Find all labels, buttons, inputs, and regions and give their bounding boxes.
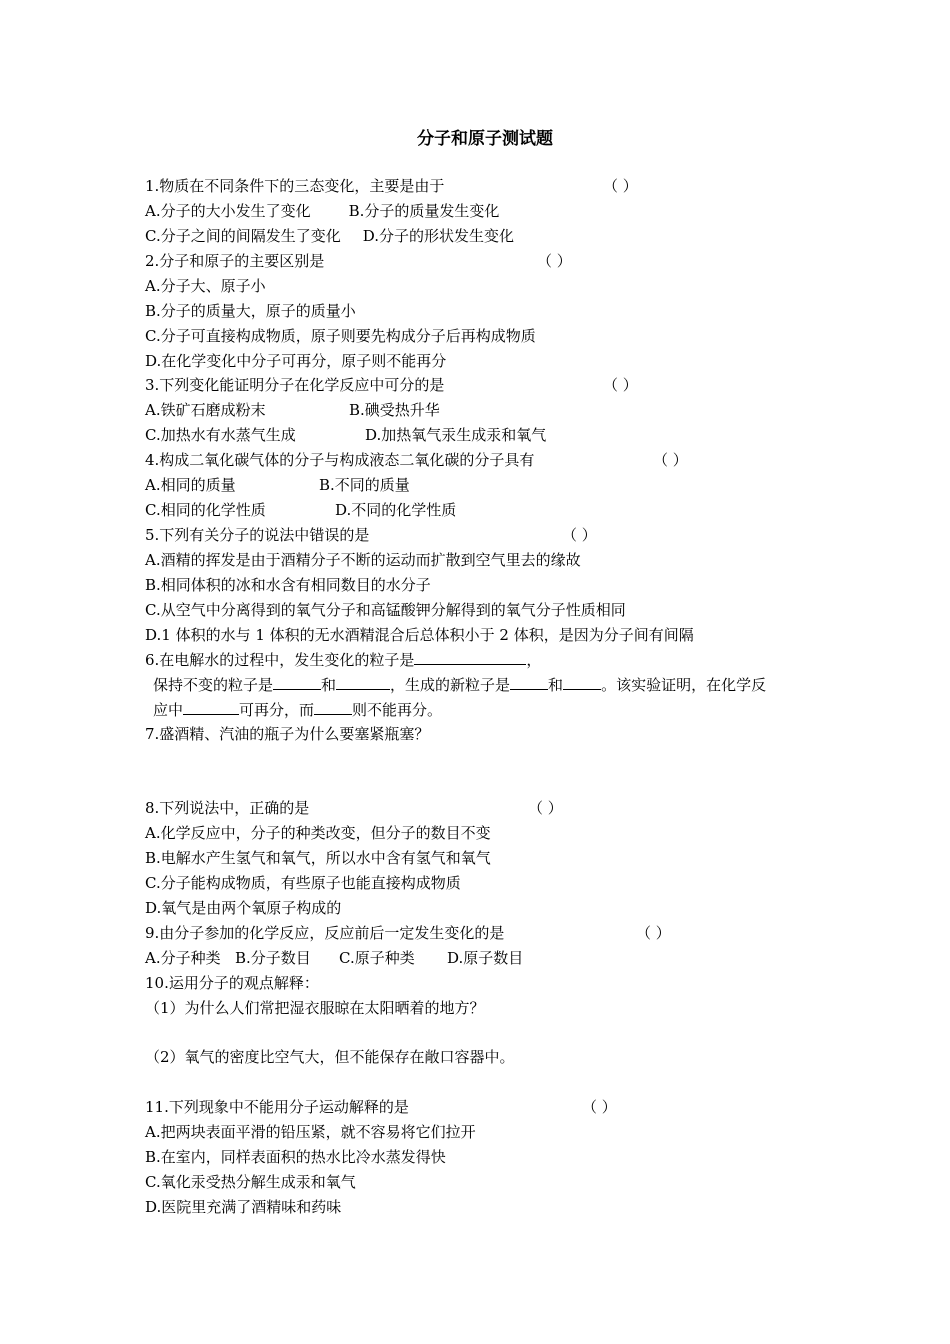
q1-answer-paren: （ ） (603, 177, 638, 195)
q1-option-d: D.分子的形状发生变化 (362, 227, 514, 245)
q3-option-d: D.加热氧气汞生成汞和氧气 (365, 426, 547, 444)
q11-answer-paren: （ ） (582, 1098, 617, 1116)
q5-stem: 5.下列有关分子的说法中错误的是 (145, 526, 370, 544)
q11-option-c: C.氧化汞受热分解生成汞和氧气 (145, 1173, 356, 1191)
q1-option-a: A.分子的大小发生了变化 (145, 202, 311, 220)
q2-option-d: D.在化学变化中分子可再分，原子则不能再分 (145, 352, 447, 370)
q4-answer-paren: （ ） (653, 451, 688, 469)
q6-blank-4[interactable] (510, 675, 548, 690)
q6-line-2: 保持不变的粒子是 和 ，生成的新粒子是 和 。该实验证明，在化学反 (153, 676, 767, 694)
q6-blank-5[interactable] (563, 675, 601, 690)
q1-option-b: B.分子的质量发生变化 (348, 202, 500, 220)
q6-line-1: 6.在电解水的过程中，发生变化的粒子是 ， (145, 651, 542, 669)
q10-sub-2: （2）氧气的密度比空气大，但不能保存在敞口容器中。 (145, 1048, 515, 1066)
q4-options-ab (145, 475, 410, 495)
q5-answer-paren: （ ） (562, 526, 597, 544)
q4-option-d: D.不同的化学性质 (335, 501, 457, 519)
q6-line-3: 应中 可再分，而 则不能再分。 (153, 701, 443, 719)
q8-option-c: C.分子能构成物质，有些原子也能直接构成物质 (145, 874, 461, 892)
q9-options (145, 948, 523, 968)
q5-option-a: A.酒精的挥发是由于酒精分子不断的运动而扩散到空气里去的缘故 (145, 551, 581, 569)
q10-stem: 10.运用分子的观点解释： (145, 974, 319, 992)
q11-stem: 11.下列现象中不能用分子运动解释的是 (145, 1098, 409, 1116)
q6-blank-2[interactable] (273, 675, 321, 690)
q8-answer-paren: （ ） (528, 799, 563, 817)
q11-option-b: B.在室内，同样表面积的热水比冷水蒸发得快 (145, 1148, 446, 1166)
q1-options-cd (145, 226, 514, 246)
q3-option-c: C.加热水有水蒸气生成 (145, 426, 296, 444)
q3-stem: 3.下列变化能证明分子在化学反应中可分的是 (145, 376, 445, 394)
q3-option-b: B.碘受热升华 (349, 401, 440, 419)
q9-option-c: C.原子种类 (339, 949, 415, 967)
q9-stem: 9.由分子参加的化学反应，反应前后一定发生变化的是 (145, 924, 505, 942)
q8-option-a: A.化学反应中，分子的种类改变，但分子的数目不变 (145, 824, 491, 842)
page-title: 分子和原子测试题 (417, 129, 553, 149)
q2-option-c: C.分子可直接构成物质，原子则要先构成分子后再构成物质 (145, 327, 536, 345)
q3-options-cd (145, 425, 546, 445)
q6-blank-3[interactable] (336, 675, 390, 690)
q5-option-b: B.相同体积的冰和水含有相同数目的水分子 (145, 576, 431, 594)
q8-option-b: B.电解水产生氢气和氧气，所以水中含有氢气和氧气 (145, 849, 491, 867)
q8-option-d: D.氧气是由两个氧原子构成的 (145, 899, 342, 917)
q3-option-a: A.铁矿石磨成粉末 (145, 401, 266, 419)
q11-option-d: D.医院里充满了酒精味和药味 (145, 1198, 342, 1216)
q1-stem: 1.物质在不同条件下的三态变化，主要是由于 (145, 177, 445, 195)
q2-option-a: A.分子大、原子小 (145, 277, 266, 295)
q2-option-b: B.分子的质量大，原子的质量小 (145, 302, 356, 320)
q5-option-d: D.1 体积的水与 1 体积的无水酒精混合后总体积小于 2 体积，是因为分子间有间隔 (145, 626, 694, 644)
q6-blank-1[interactable] (414, 650, 526, 665)
q4-option-b: B.不同的质量 (319, 476, 410, 494)
q3-answer-paren: （ ） (603, 376, 638, 394)
q7-stem: 7.盛酒精、汽油的瓶子为什么要塞紧瓶塞？ (145, 725, 430, 743)
q9-option-d: D.原子数目 (447, 949, 524, 967)
q4-options-cd (145, 500, 456, 520)
q5-option-c: C.从空气中分离得到的氧气分子和高锰酸钾分解得到的氧气分子性质相同 (145, 601, 626, 619)
q9-option-a: A.分子种类 (145, 949, 221, 967)
q2-answer-paren: （ ） (537, 252, 572, 270)
q4-option-a: A.相同的质量 (145, 476, 236, 494)
q9-option-b: B.分子数目 (235, 949, 311, 967)
q9-answer-paren: （ ） (636, 924, 671, 942)
q6-blank-6[interactable] (183, 700, 239, 715)
q1-option-c: C.分子之间的间隔发生了变化 (145, 227, 341, 245)
q4-option-c: C.相同的化学性质 (145, 501, 266, 519)
q3-options-ab (145, 400, 440, 420)
q11-option-a: A.把两块表面平滑的铅压紧，就不容易将它们拉开 (145, 1123, 476, 1141)
q8-stem: 8.下列说法中，正确的是 (145, 799, 310, 817)
q6-blank-7[interactable] (314, 700, 352, 715)
q6-stem: 6.在电解水的过程中，发生变化的粒子是 (145, 651, 415, 669)
q4-stem: 4.构成二氧化碳气体的分子与构成液态二氧化碳的分子具有 (145, 451, 535, 469)
q2-stem: 2.分子和原子的主要区别是 (145, 252, 325, 270)
q10-sub-1: （1）为什么人们常把湿衣服晾在太阳晒着的地方？ (145, 999, 485, 1017)
q1-options-ab (145, 201, 499, 221)
